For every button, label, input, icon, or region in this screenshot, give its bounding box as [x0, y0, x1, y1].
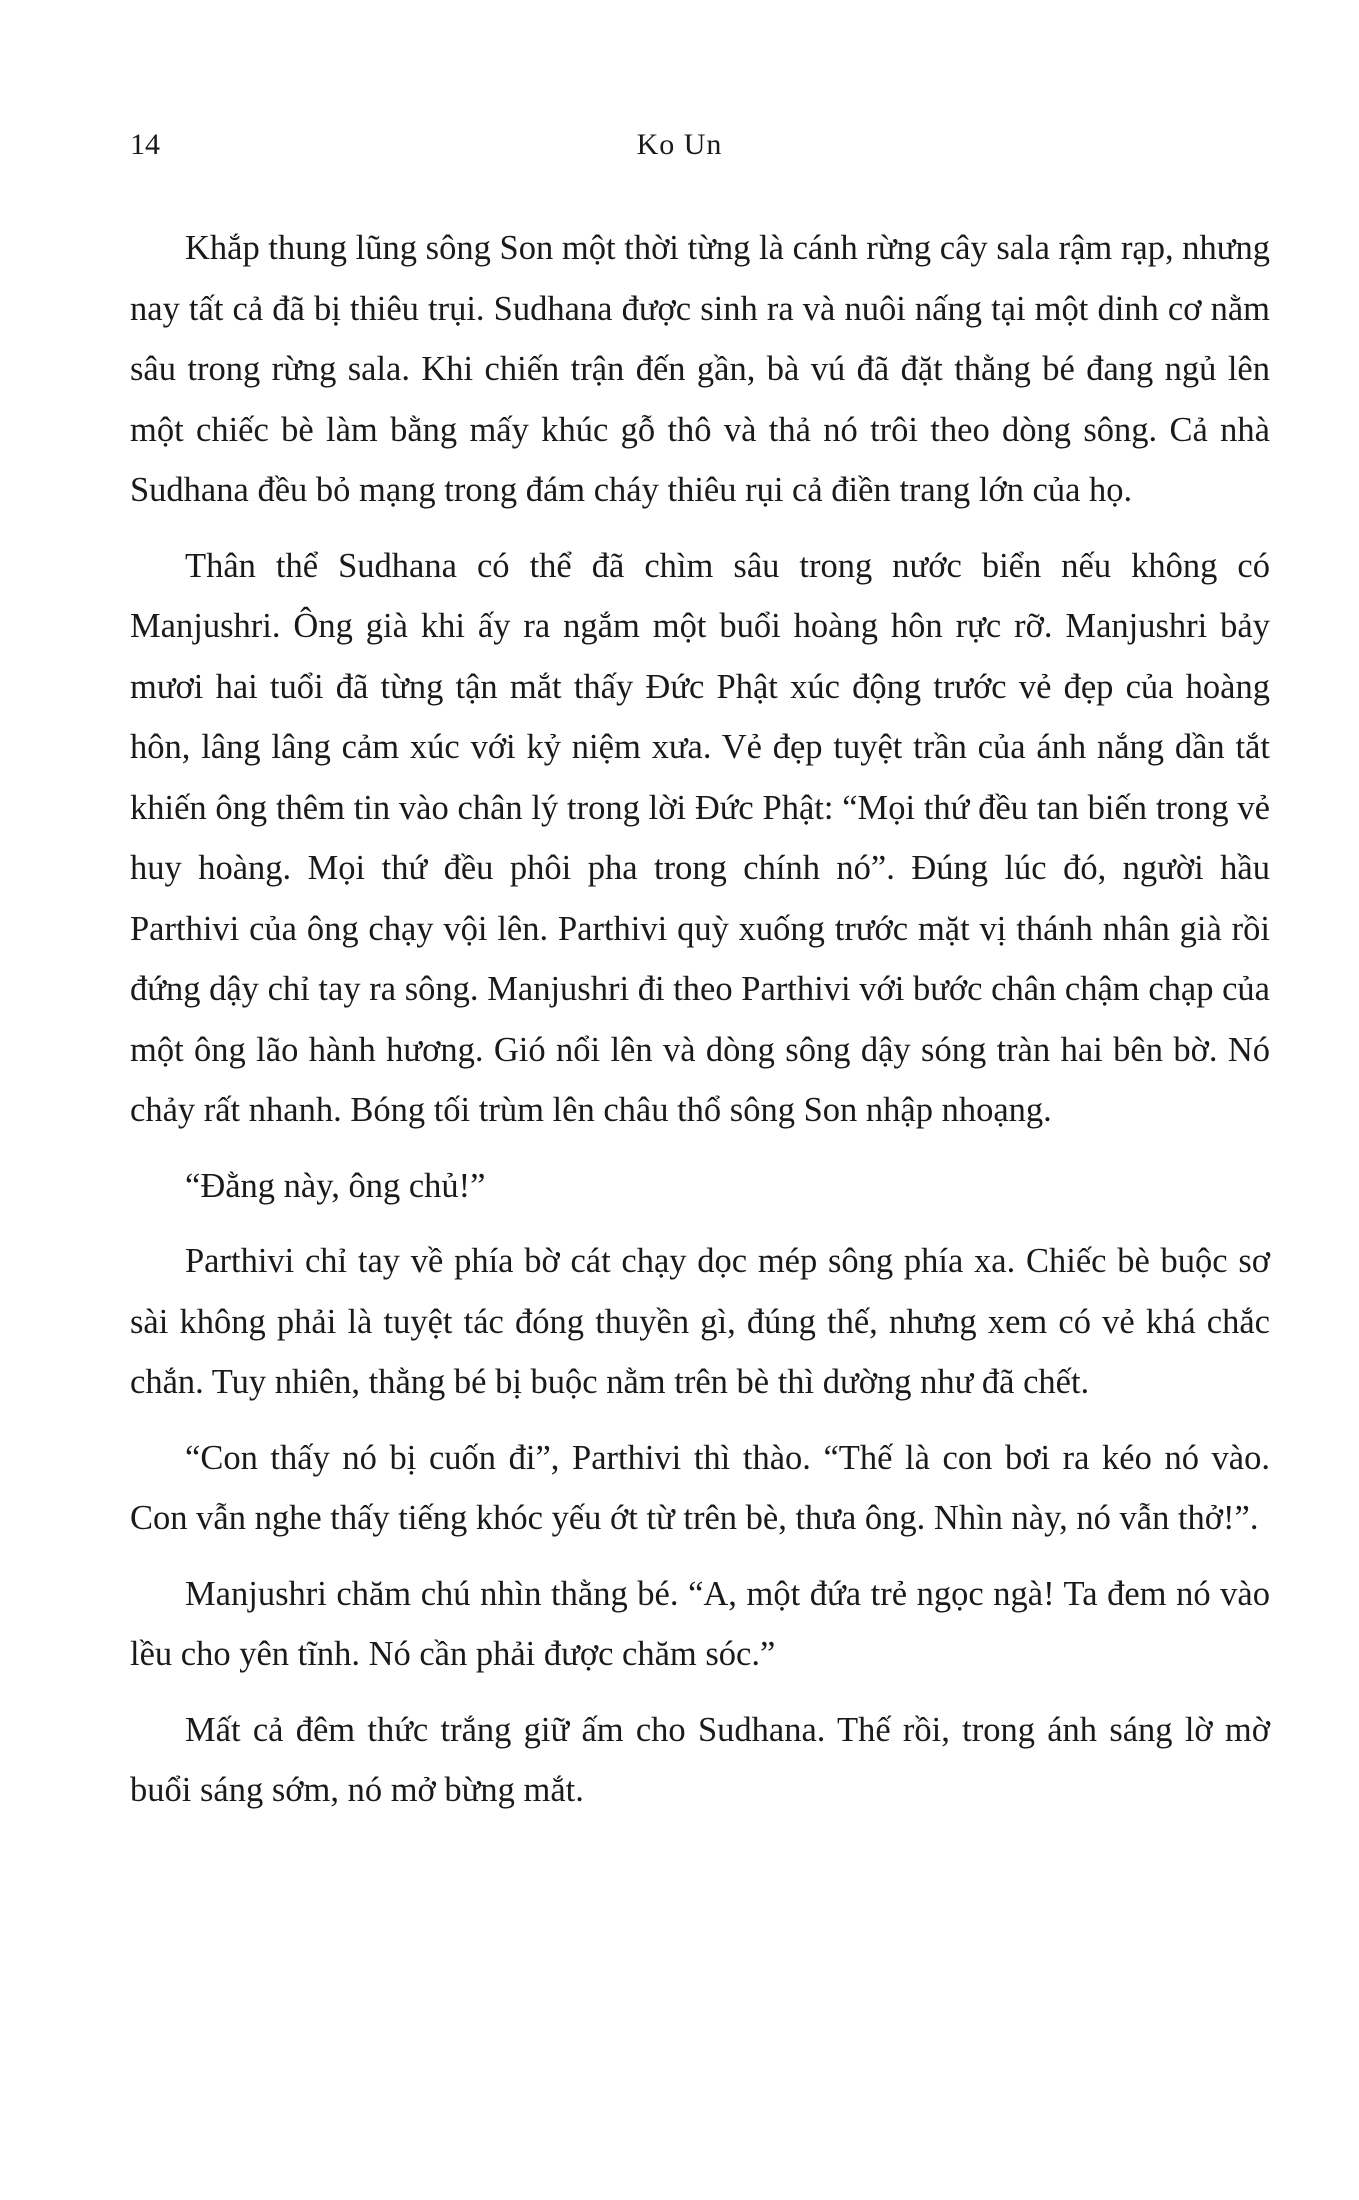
- page-number: 14: [130, 128, 160, 161]
- paragraph: Thân thể Sudhana có thể đã chìm sâu trong nước biển nếu không có Manjushri. Ông già khi ấy ra ngắm một buổi hoàng hôn rực rỡ. Manjushri bảy mươi hai tuổi đã từng tận mắt thấy Đức Phật xúc động trước vẻ đẹp của hoàng hôn, lâng lâng cảm xúc với kỷ niệm xưa. Vẻ đẹp tuyệt trần của ánh nắng dần tắt khiến ông thêm tin vào chân lý trong lời Đức Phật: “Mọi thứ đều tan biến trong vẻ huy hoàng. Mọi thứ đều phôi pha trong chính nó”. Đúng lúc đó, người hầu Parthivi của ông chạy vội lên. Parthivi quỳ xuống trước mặt vị thánh nhân già rồi đứng dậy chỉ tay ra sông. Manjushri đi theo Parthivi với bước chân chậm chạp của một ông lão hành hương. Gió nổi lên và dòng sông dậy sóng tràn hai bên bờ. Nó chảy rất nhanh. Bóng tối trùm lên châu thổ sông Son nhập nhoạng.: [130, 546, 1270, 1129]
- paragraph: Khắp thung lũng sông Son một thời từng là cánh rừng cây sala rậm rạp, nhưng nay tất cả đã bị thiêu trụi. Sudhana được sinh ra và nuôi nấng tại một dinh cơ nằm sâu trong rừng sala. Khi chiến trận đến gần, bà vú đã đặt thằng bé đang ngủ lên một chiếc bè làm bằng mấy khúc gỗ thô và thả nó trôi theo dòng sông. Cả nhà Sudhana đều bỏ mạng trong đám cháy thiêu rụi cả điền trang lớn của họ.: [130, 229, 1270, 509]
- paragraph: “Con thấy nó bị cuốn đi”, Parthivi thì thào. “Thế là con bơi ra kéo nó vào. Con vẫn nghe thấy tiếng khóc yếu ớt từ trên bè, thưa ông. Nhìn này, nó vẫn thở!”.: [130, 1438, 1270, 1537]
- paragraph: “Đằng này, ông chủ!”: [185, 1166, 486, 1205]
- running-header: [130, 128, 1229, 168]
- paragraph: Manjushri chăm chú nhìn thằng bé. “A, một đứa trẻ ngọc ngà! Ta đem nó vào lều cho yên tĩnh. Nó cần phải được chăm sóc.”: [130, 1574, 1270, 1673]
- paragraph: Parthivi chỉ tay về phía bờ cát chạy dọc mép sông phía xa. Chiếc bè buộc sơ sài không phải là tuyệt tác đóng thuyền gì, đúng thế, nhưng xem có vẻ khá chắc chắn. Tuy nhiên, thằng bé bị buộc nằm trên bè thì dường như đã chết.: [130, 1242, 1270, 1401]
- paragraph: Mất cả đêm thức trắng giữ ấm cho Sudhana. Thế rồi, trong ánh sáng lờ mờ buổi sáng sớm, nó mở bừng mắt.: [130, 1710, 1270, 1809]
- body-text: [130, 218, 1270, 1836]
- running-title: Ko Un: [636, 128, 723, 161]
